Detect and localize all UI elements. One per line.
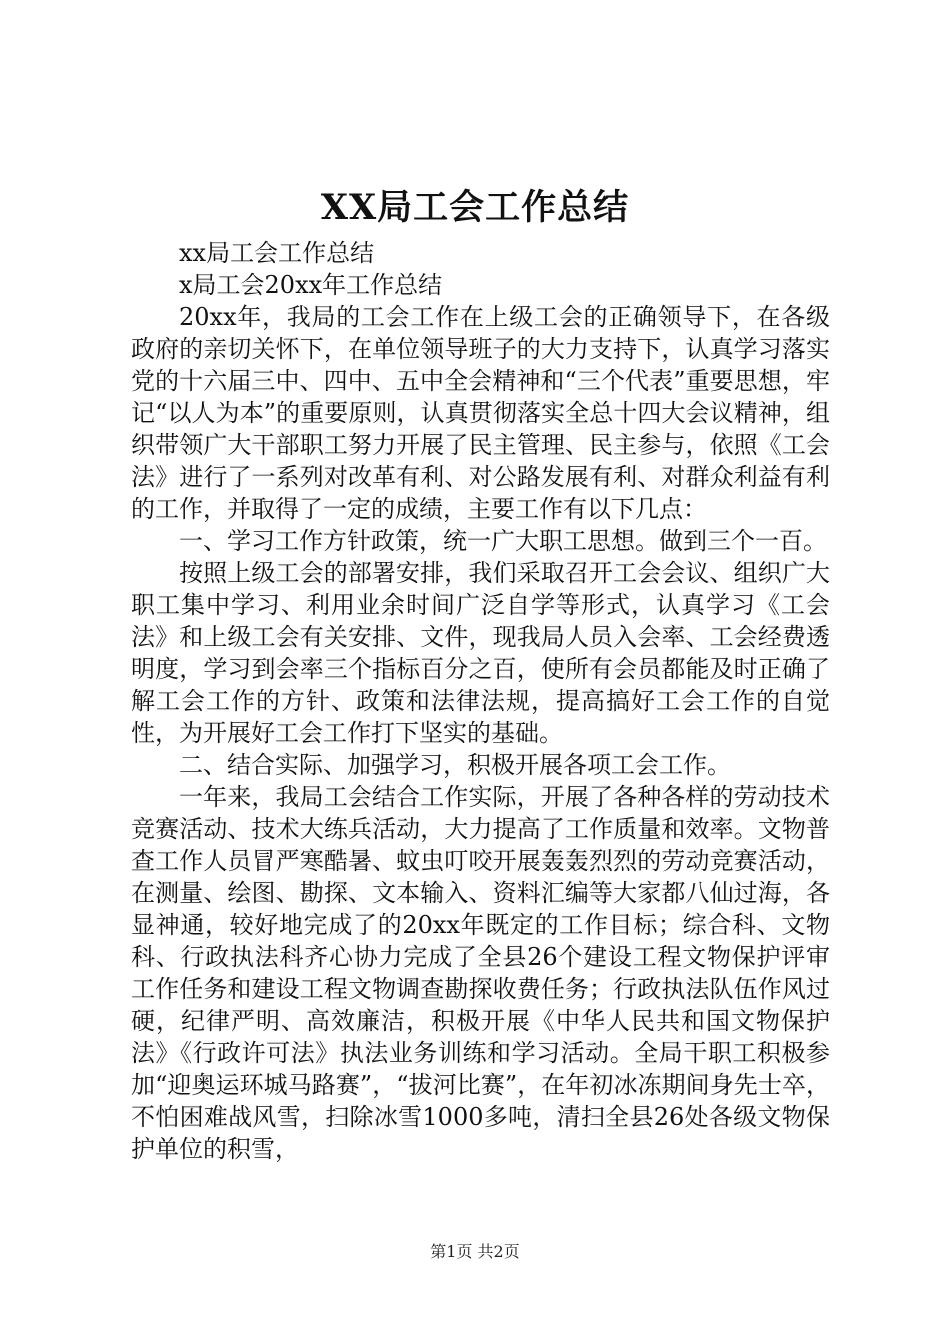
paragraph-section-one-heading: 一、学习工作方针政策，统一广大职工思想。做到三个一百。 [179,527,827,555]
paragraph-section-one-body: 按照上级工会的部署安排，我们采取召开工会会议、组织广大职工集中学习、利用业余时间广泛自学等形式，认真学习《工会法》和上级工会有关安排、文件，现我局人员入会率、工会经费透明度，学习到会率三个指标百分之百，使所有会员都能及时正确了解工会工作的方针、政策和法律法规，提高搞好工会工作的自觉性，为开展好工会工作打下坚实的基础。 [131,559,830,747]
page-footer: 第1页 共2页 [430,1242,520,1261]
paragraph-section-two-heading: 二、结合实际、加强学习，积极开展各项工会工作。 [179,751,731,779]
document-title: XX局工会工作总结 [320,187,630,228]
paragraph-intro: 20xx年，我局的工会工作在上级工会的正确领导下，在各级政府的亲切关怀下，在单位领导班子的大力支持下，认真学习落实党的十六届三中、四中、五中全会精神和“三个代表”重要思想，牢记“以人为本”的重要原则，认真贯彻落实全总十四大会议精神，组织带领广大干部职工努力开展了民主管理、民主参与，依照《工会法》进行了一系列对改革有利、对公路发展有利、对群众利益有利的工作，并取得了一定的成绩，主要工作有以下几点： [131,303,830,523]
paragraph-heading: x局工会20xx年工作总结 [179,271,443,299]
document-body [131,237,830,1165]
paragraph-section-two-body: 一年来，我局工会结合工作实际，开展了各种各样的劳动技术竞赛活动、技术大练兵活动，大力提高了工作质量和效率。文物普查工作人员冒严寒酷暑、蚊虫叮咬开展轰轰烈烈的劳动竞赛活动，在测量、绘图、勘探、文本输入、资料汇编等大家都八仙过海，各显神通，较好地完成了的20xx年既定的工作目标；综合科、文物科、行政执法科齐心协力完成了全县26个建设工程文物保护评审工作任务和建设工程文物调查勘探收费任务；行政执法队伍作风过硬，纪律严明、高效廉洁，积极开展《中华人民共和国文物保护法》《行政许可法》执法业务训练和学习活动。全局干职工积极参加“迎奥运环城马路赛”，“拔河比赛”，在年初冰冻期间身先士卒，不怕困难战风雪，扫除冰雪1000多吨，清扫全县26处各级文物保护单位的积雪， [131,783,830,1163]
paragraph-subtitle: xx局工会工作总结 [179,239,375,267]
